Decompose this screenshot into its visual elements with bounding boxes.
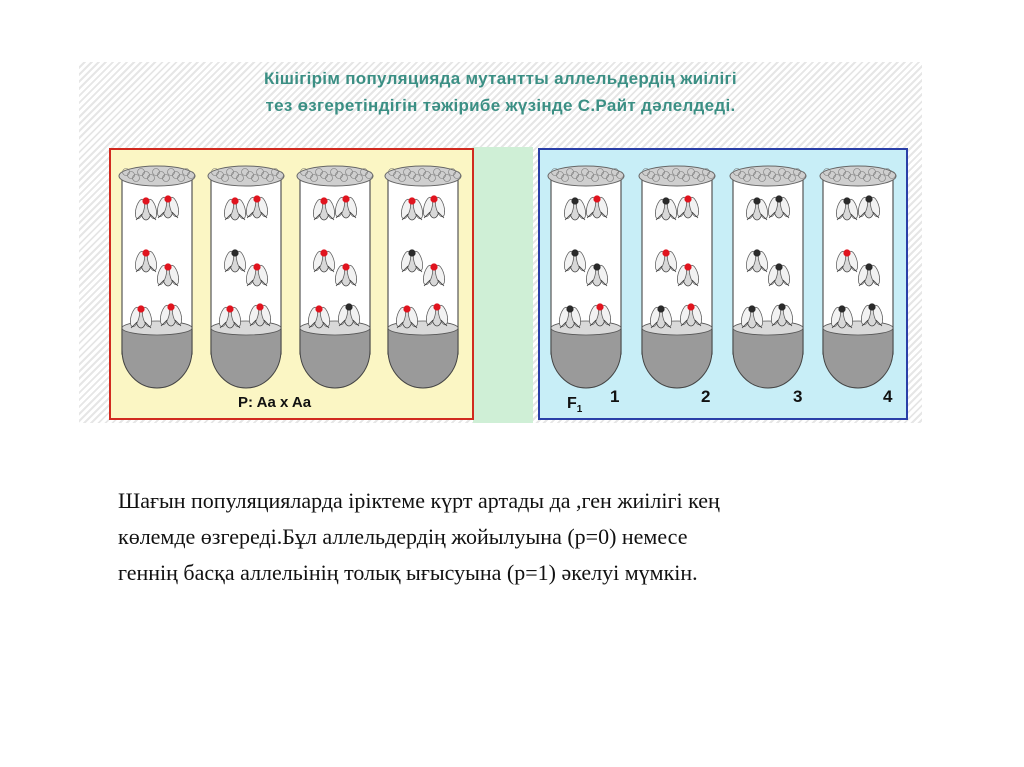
f1-label-text: F [567, 394, 577, 412]
test-tube-icon [119, 166, 195, 388]
test-tube-icon [548, 166, 624, 388]
test-tube-icon [730, 166, 806, 388]
tube-number-1: 1 [610, 387, 620, 406]
test-tube-icon [297, 166, 373, 388]
body-line-3: геннің басқа аллельінің толық ығысуына (р=1) әкелуі мүмкін. [118, 560, 698, 585]
figure-title-line-1: Кішігірім популяцияда мутантты аллельдердің жиілігі [264, 69, 737, 88]
f1-generation-panel [538, 148, 908, 420]
tube-number-3: 3 [793, 387, 803, 406]
test-tube-icon [639, 166, 715, 388]
test-tube-icon [820, 166, 896, 388]
figure-title-line-2: тез өзгеретіндігін тәжірибе жүзінде С.Райт дәлелдеді. [265, 96, 736, 115]
f1-label [567, 395, 582, 415]
f1-label-sub: 1 [576, 404, 583, 415]
test-tube-icon [208, 166, 284, 388]
experiment-figure [79, 62, 922, 423]
body-line-2: көлемде өзгереді.Бұл аллельдердің жойылуына (р=0) немесе [118, 524, 688, 549]
test-tube-icon [385, 166, 461, 388]
parent-generation-panel [109, 148, 474, 420]
parent-cross-label: P: Aa x Aa [238, 394, 312, 411]
figure-title [79, 65, 922, 119]
tube-number-4: 4 [883, 387, 893, 406]
body-line-1: Шағын популяцияларда іріктеме күрт артады да ,ген жиілігі кең [118, 488, 720, 513]
f1-tubes [540, 150, 906, 418]
tube-number-2: 2 [701, 387, 711, 406]
body-paragraph [118, 483, 918, 591]
panel-gap [473, 147, 533, 423]
parent-tubes [111, 150, 472, 418]
